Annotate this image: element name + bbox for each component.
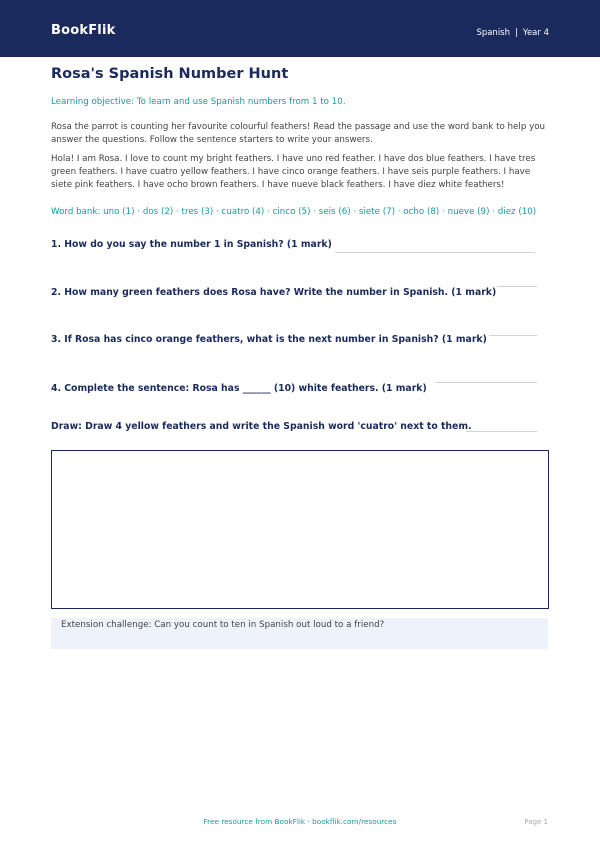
answer-line-3[interactable] [489,335,537,336]
answer-line-1[interactable] [335,252,535,253]
answer-line-5[interactable] [466,431,537,432]
page-number: Page 1 [524,818,548,826]
question-3: 3. If Rosa has cinco orange feathers, what is the next number in Spanish? (1 mark) [51,334,487,345]
subject-year-label [476,28,549,38]
answer-line-4[interactable] [435,382,537,383]
word-bank: Word bank: uno (1) · dos (2) · tres (3) · cuatro (4) · cinco (5) · seis (6) · siete (7) · ocho (8) · nueve (9) · diez (10) [51,207,537,217]
drawing-box[interactable] [51,450,549,609]
subject-label: Spanish [476,28,511,38]
brand-logo[interactable]: BookFlik [51,23,116,38]
intro-paragraph: Rosa the parrot is counting her favourite colourful feathers! Read the passage and use the word bank to help you answer the questions. Follow the sentence starters to write your answers. [51,122,546,145]
header-bar [0,0,600,57]
learning-objective: Learning objective: To learn and use Spanish numbers from 1 to 10. [51,97,346,107]
footer-credit[interactable]: Free resource from BookFlik · bookflik.com/resources [203,817,397,826]
question-4: 4. Complete the sentence: Rosa has ______ (10) white feathers. (1 mark) [51,383,427,394]
year-label: Year 4 [522,28,549,38]
question-2: 2. How many green feathers does Rosa have? Write the number in Spanish. (1 mark) [51,287,497,298]
reading-passage: Hola! I am Rosa. I love to count my bright feathers. I have uno red feather. I have dos blue feathers. I have tres green feathers. I have cuatro yellow feathers. I have cinco orange feathers. I have seis purple feathers. I have siete pink feathers. I have ocho brown feathers. I have nueve black feathers. I have diez white feathers! [51,154,536,190]
extension-box [51,618,548,649]
extension-text: Extension challenge: Can you count to ten in Spanish out loud to a friend? [61,620,385,630]
separator: | [515,28,518,38]
worksheet-title: Rosa's Spanish Number Hunt [51,66,289,82]
question-1: 1. How do you say the number 1 in Spanish? (1 mark) [51,239,332,250]
answer-line-2[interactable] [497,286,537,287]
draw-task: Draw: Draw 4 yellow feathers and write the Spanish word 'cuatro' next to them. [51,421,472,432]
